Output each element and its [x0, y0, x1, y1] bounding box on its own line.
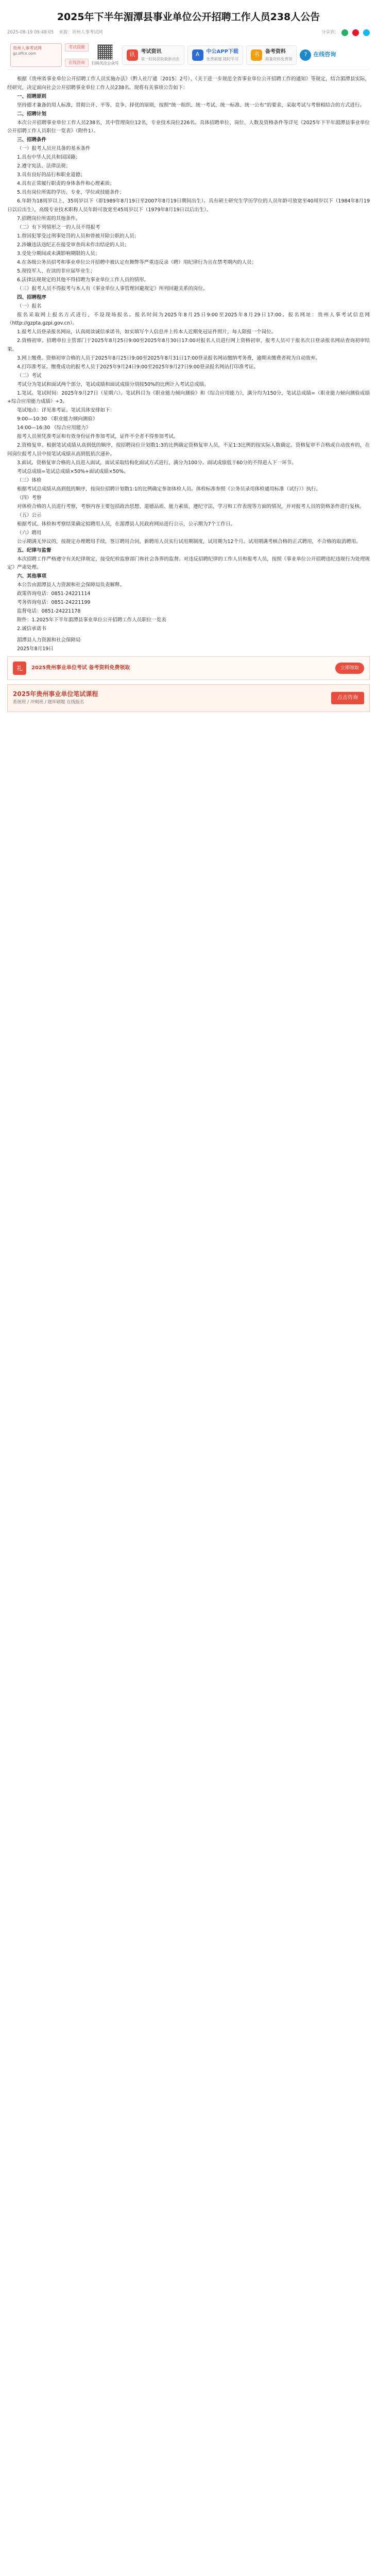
paragraph: 5.具有岗位所需的学历、专业、学位或技能条件； [17, 190, 125, 195]
section-heading: 三、招聘条件 [17, 137, 47, 143]
paragraph: 监督电话：0851-24221178 [17, 608, 81, 614]
paragraph: 根据《贵州省事业单位公开招聘工作人员实施办法》（黔人社厅通〔2015〕2号）、《关于进一步规范全省事业单位公开招聘工作的通知》等规定，结合湄潭县实际，经研究，决定面向社会公开招聘事业单位工作人员238名。现将有关事项公告如下： [7, 76, 370, 91]
news-icon: 讯 [127, 49, 138, 61]
site-logo-text: 贵州人事考试网 [13, 45, 42, 50]
paragraph: 报名采取网上报名方式进行，不设现场报名。报名时间为2025年8月25日9:00至2025年8月29日17:00。报名网址：贵州人事考试信息网（http://gzpta.gzpi.gov.cn）。 [7, 312, 370, 326]
paragraph: 本公告由湄潭县人力资源和社会保障局负责解释。 [17, 582, 125, 588]
section-heading: 四、招聘程序 [17, 294, 47, 300]
paragraph: （五）公示 [17, 512, 42, 518]
paragraph: 3.面试。资格复审合格的人员进入面试，面试采取结构化面试方式进行，满分为100分。面试成绩低于60分的不得进入下一环节。 [17, 460, 297, 466]
paragraph: （三）报考人员不得报考与本人有《事业单位人事管理回避规定》所列回避关系的岗位。 [17, 285, 208, 292]
site-logo[interactable] [10, 43, 62, 67]
banner-chips [65, 43, 89, 67]
exam-reminder-chip[interactable]: 考试提醒 [65, 43, 89, 52]
paragraph: （二）有下列情形之一的人员不得报考 [17, 224, 100, 230]
paragraph: （一）报考人员应具备的基本条件 [17, 146, 91, 151]
section-heading: 六、其他事项 [17, 573, 47, 579]
article-source: 来源：贵州人事考试网 [59, 29, 103, 35]
qq-share-icon[interactable] [363, 29, 370, 36]
app-download-pill[interactable] [187, 45, 243, 65]
paragraph: 报考人员须凭准考证和有效身份证件参加考试，证件不全者不得参加考试。 [17, 434, 179, 439]
paragraph: 4.在各级公务员招考和事业单位公开招聘中被认定有舞弊等严重违反录（聘）用纪律行为且在禁考期内的人员； [17, 259, 257, 265]
course-promo-subtitle: 系统班 / 冲刺班 / 题库刷题 在线报名 [13, 700, 84, 705]
paragraph: 考试分为笔试和面试两个部分，笔试成绩和面试成绩分别按50%的比例计入考试总成绩。 [17, 381, 209, 387]
paragraph: 4.打印准考证。缴费成功的报考人员于2025年9月24日9:00至2025年9月27日9:00登录报名网站打印准考证。 [17, 364, 259, 370]
paragraph: 公示期满无异议的，按规定办理聘用手续，签订聘用合同，新聘用人员实行试用期制度，试用期为12个月。试用期满考核合格的正式聘用，不合格的取消聘用。 [17, 538, 361, 545]
paragraph: 1.报考人员登录报名网站，认真阅读诚信承诺书，如实填写个人信息并上传本人近期免冠证件照片，每人限报一个岗位。 [17, 329, 277, 335]
paragraph: 6.年龄为18周岁以上、35周岁以下（即1989年8月19日至2007年8月19日期间出生）。具有硕士研究生学历学位的人员年龄可放宽至40周岁以下（1984年8月19日以后出生），高级专业技术职称人员年龄可放宽至45周岁以下（1979年8月19日以后出生）。 [7, 198, 370, 213]
paragraph: 9:00—10:30 《职业能力倾向测验》 [17, 416, 98, 422]
paragraph: 7.招聘岗位所需的其他条件。 [17, 215, 81, 222]
course-promo-button[interactable]: 点击咨询 [331, 692, 364, 705]
app-pill-sub: 免费刷题 随时学习 [206, 56, 238, 61]
paragraph: 3.受处分期间或未满影响期限的人员； [17, 250, 100, 257]
wechat-share-icon[interactable] [341, 29, 348, 36]
paragraph: 2.遵守宪法、法律法规； [17, 163, 71, 169]
share-label: 分享到： [321, 29, 339, 35]
paragraph: 本次招聘工作严格遵守有关纪律规定，接受纪检监察部门和社会各界的监督。对违反招聘纪律的工作人员和报考人员，按照《事业单位公开招聘违纪违规行为处理规定》严肃处理。 [7, 556, 370, 570]
paragraph: 14:00—16:30 《综合应用能力》 [17, 425, 91, 431]
article-meta [7, 28, 370, 37]
paragraph: 根据考试、体检和考察结果确定拟聘用人员，在湄潭县人民政府网站进行公示，公示期为7个工作日。 [17, 521, 236, 527]
paragraph: 附件：1.2025年下半年湄潭县事业单位公开招聘工作人员职位一览表 [17, 617, 166, 623]
weibo-share-icon[interactable] [352, 29, 359, 36]
paragraph: 2.资格初审。招聘单位主管部门于2025年8月25日9:00至2025年8月30日17:00对报名人员进行网上资格初审，报考人员可于报名次日登录报名网站查询初审结果。 [7, 338, 370, 352]
paragraph: 1.具有中华人民共和国国籍； [17, 155, 81, 160]
app-pill-label: 中公APP下载 [206, 49, 238, 55]
qr-block [92, 44, 119, 66]
paragraph: 2.诚信承诺书 [17, 626, 46, 632]
publish-date: 2025-08-19 09:48:05 [7, 29, 54, 35]
ask-online[interactable] [300, 49, 336, 61]
promo-text: 2025贵州事业单位考试 备考资料免费领取 [31, 665, 130, 671]
site-logo-sub: gz.offcn.com [13, 51, 36, 56]
page-title: 2025年下半年湄潭县事业单位公开招聘工作人员238人公告 [57, 11, 320, 23]
section-heading: 二、招聘计划 [17, 111, 47, 117]
share-bar [321, 28, 370, 37]
paragraph: 4.具有正常履行职责的身体条件和心理素质； [17, 181, 115, 187]
book-icon: 书 [251, 49, 262, 61]
course-promo[interactable] [7, 684, 370, 712]
section-heading: 一、招聘原则 [17, 93, 47, 99]
paragraph: 政策咨询电话：0851-24221114 [17, 591, 91, 597]
chat-icon: ? [300, 49, 311, 61]
top-banner [7, 40, 370, 70]
paragraph: 3.具有良好的品行和职业道德； [17, 172, 85, 178]
paragraph: 2025年8月19日 [17, 646, 54, 652]
paragraph: 对体检合格的人员进行考察，考察内容主要包括政治思想、道德品质、能力素质、遵纪守法、学习和工作表现等方面的情况，并对报考人员的资格条件进行复核。 [17, 503, 365, 510]
paragraph: 1.曾因犯罪受过刑事处罚的人员和曾被开除公职的人员； [17, 233, 140, 239]
section-heading: 五、纪律与监督 [17, 547, 52, 553]
paragraph: 2.涉嫌违法违纪正在接受审查尚未作出结论的人员； [17, 242, 130, 248]
paragraph: （四）考察 [17, 495, 42, 501]
materials-promo[interactable] [7, 656, 370, 680]
course-promo-title: 2025年贵州事业单位笔试课程 [13, 690, 98, 698]
promo-button[interactable]: 立即领取 [335, 663, 364, 674]
paragraph: （二）考试 [17, 372, 42, 379]
paragraph: （三）体检 [17, 477, 42, 483]
paragraph: 3.网上缴费。资格初审合格的人员于2025年8月25日9:00至2025年8月31日17:00登录报名网站缴纳考务费，逾期未缴费者视为自动放弃。 [17, 355, 320, 361]
paragraph: 笔试地点：详见准考证。笔试具体安排如下： [17, 408, 115, 413]
paragraph: 6.法律法规规定的其他不得招聘为事业单位工作人员的情形。 [17, 277, 149, 283]
materials-pill-label: 备考资料 [265, 49, 286, 55]
paragraph: 坚持德才兼备的用人标准，贯彻公开、平等、竞争、择优的原则，按照“统一组织、统一考试、统一标准、统一公布”的要求，采取考试与考察相结合的方式进行。 [17, 102, 365, 108]
paragraph: 1.笔试。笔试时间：2025年9月27日（星期六）。笔试科目为《职业能力倾向测验》和《综合应用能力》，满分均为150分，笔试总成绩=（职业能力倾向测验成绩+综合应用能力成绩）÷3。 [7, 390, 370, 404]
news-pill-label: 考试资讯 [141, 49, 162, 55]
news-pill-sub: 第一时间获取最新动态 [141, 56, 180, 61]
qr-label: 扫码关注公众号 [92, 60, 119, 65]
paragraph: 湄潭县人力资源和社会保障局 [17, 637, 81, 643]
gift-icon: 礼 [13, 662, 26, 675]
paragraph: 考务咨询电话：0851-24221199 [17, 600, 91, 605]
paragraph: 5.现役军人、在读的非应届毕业生； [17, 268, 95, 274]
paragraph: 根据考试总成绩从高到低的顺序，按岗位招聘计划数1:1的比例确定参加体检人员。体检标准参照《公务员录用体检通用标准（试行）》执行。 [17, 486, 321, 492]
article-body [7, 75, 370, 653]
materials-pill[interactable] [246, 45, 297, 65]
materials-pill-sub: 海量资料免费领 [265, 56, 293, 61]
paragraph: （一）报名 [17, 303, 42, 309]
paragraph: （六）聘用 [17, 530, 42, 536]
news-pill[interactable] [122, 45, 184, 65]
paragraph: 考试总成绩=笔试总成绩×50%+面试成绩×50%。 [17, 468, 129, 474]
ask-online-label: 在线咨询 [313, 51, 336, 58]
paragraph: 本次公开招聘事业单位工作人员238名，其中管理岗位12名，专业技术岗位226名。具体招聘单位、岗位、人数及资格条件等详见《2025年下半年湄潭县事业单位公开招聘工作人员职位一览表》（附件1）。 [7, 120, 370, 134]
qr-code-icon [97, 44, 113, 60]
paragraph: 2.资格复审。根据笔试成绩从高到低的顺序，按招聘岗位计划数1:3的比例确定资格复审人员，不足1:3比例的按实际人数确定。资格复审不合格或自动放弃的，在同岗位报考人员中按笔试成绩从高到低依次递补。 [7, 443, 370, 457]
app-icon: A [192, 49, 203, 61]
online-consult-chip[interactable]: 在线咨询 [65, 59, 89, 67]
